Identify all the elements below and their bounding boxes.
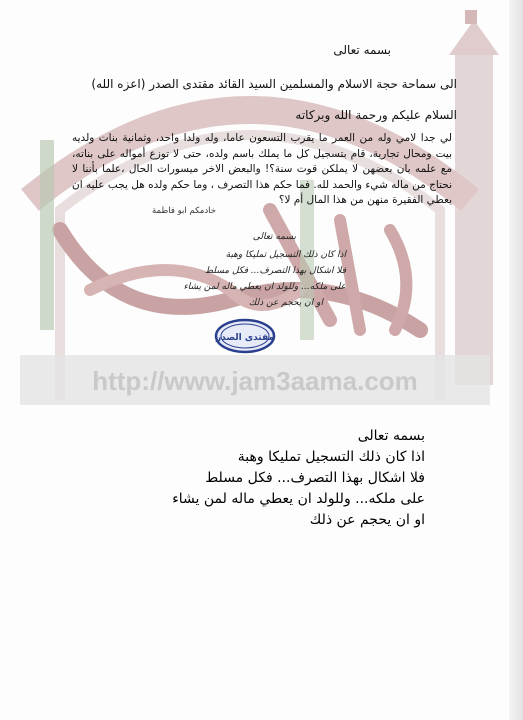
typed-answer-line: فلا اشكال بهذا التصرف... فكل مسلط <box>205 470 425 486</box>
letter-question: لي جدا لامي وله من العمر ما يقرب التسعون عاما، وله ولدا واحد، وثمانية بنات ولديه بيت ومحال تجارية، قام بتسجيل كل ما يملك باسم ولده، حتى لا توزع أمواله على بناته، مع علمه بان بعضهن لا يملكن قوت سنة؟! والبعض الاخر ميسورات الحال ،علما بأننا لا نحتاج من ماله شيء والحمد لله. فما حكم هذا التصرف ، وما حكم ولده هل يجب عليه ان يعطي الفقيرة منهن من هذا المال أم لا؟ <box>72 132 452 206</box>
letter-recipient: الى سماحة حجة الاسلام والمسلمين السيد القائد مقتدى الصدر (اعزه الله) <box>91 77 457 91</box>
typed-answer-line: بسمه تعالى <box>357 428 425 444</box>
handwritten-answer-line: فلا اشكال بهذا التصرف... فكل مسلط <box>204 266 346 276</box>
handwritten-answer-line: على ملكه... وللولد ان يعطي ماله لمن يشاء <box>183 282 346 292</box>
typed-answer-line: اذا كان ذلك التسجيل تمليكا وهبة <box>237 449 425 465</box>
green-bar-shape <box>40 140 54 330</box>
minaret-top-shape <box>449 20 499 55</box>
official-stamp <box>214 318 276 354</box>
watermark-url: http://www.jam3aama.com <box>92 366 418 396</box>
letter-signature: خادمكم ابو فاطمة <box>152 206 216 216</box>
handwritten-answer-line: اذا كان ذلك التسجيل تمليكا وهبة <box>225 250 346 260</box>
minaret-shape <box>455 55 493 385</box>
letter-salutation: السلام عليكم ورحمة الله وبركاته <box>295 108 457 122</box>
typed-answer-line: على ملكه... وللولد ان يعطي ماله لمن يشاء <box>172 491 425 507</box>
handwritten-answer-line: بسمه تعالى <box>252 232 296 242</box>
typed-answer-line: او ان يحجم عن ذلك <box>309 512 425 528</box>
letter-greeting: بسمه تعالى <box>333 43 391 57</box>
handwritten-answer-line: او ان يحجم عن ذلك <box>248 298 323 308</box>
stamp-text: مقتدى الصدر <box>215 333 275 343</box>
minaret-cap-shape <box>465 10 477 24</box>
typed-answer <box>172 426 425 531</box>
